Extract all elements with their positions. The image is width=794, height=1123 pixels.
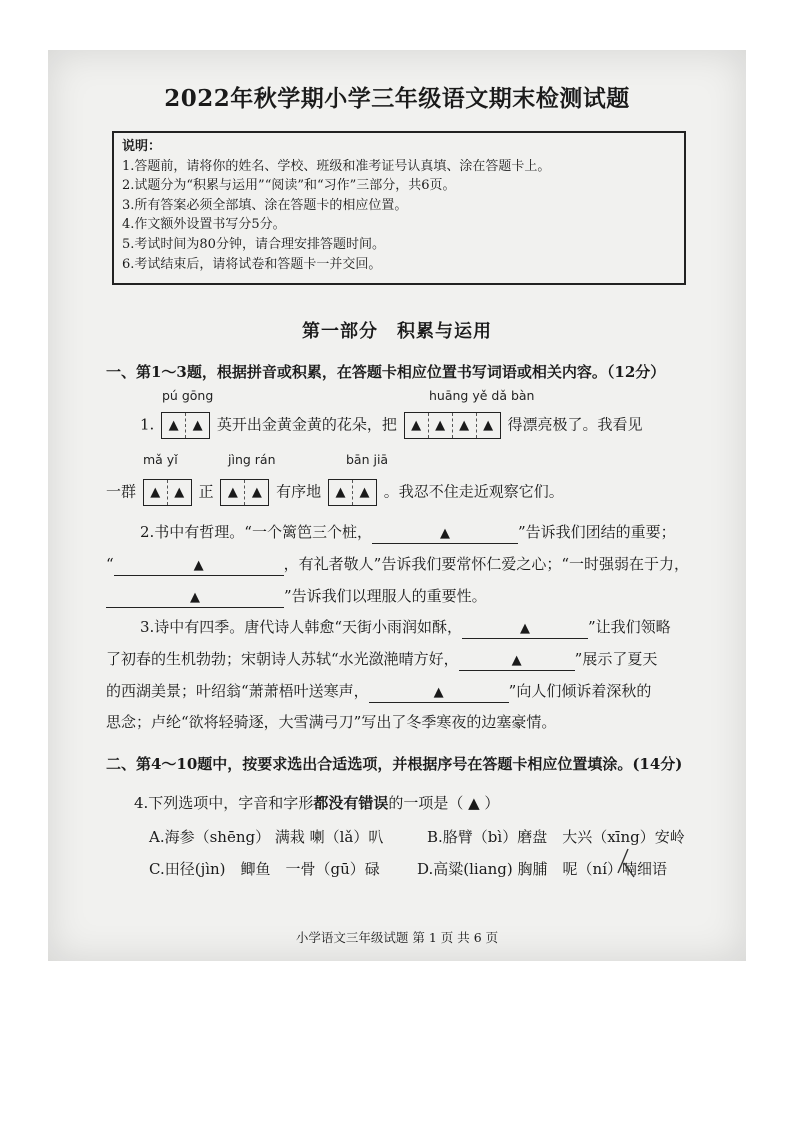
section-one-heading: 一、第1～3题，根据拼音或积累，在答题卡相应位置书写词语或相关内容。（12分） <box>106 363 666 381</box>
q1-text: 英开出金黄金黄的花朵，把 <box>216 415 397 434</box>
instruction-item: 1.答题前，请将你的姓名、学校、班级和准考证号认真填、涂在答题卡上。 <box>122 158 551 174</box>
section-two-heading: 二、第4～10题中，按要求选出合适选项，并根据序号在答题卡相应位置填涂。(14分) <box>106 755 683 773</box>
pinyin-mayi: mǎ yǐ <box>143 452 178 467</box>
pinyin-pugong: pú gōng <box>162 388 214 403</box>
q4-stem-emphasis: 都没有错误 <box>313 794 389 812</box>
answer-boxes-banjia[interactable] <box>328 479 377 506</box>
answer-blank[interactable]: ▲ <box>369 684 509 703</box>
q1-text: 有序地 <box>276 482 322 501</box>
instruction-item: 2.试题分为“积累与运用”“阅读”和“习作”三部分，共6页。 <box>122 178 456 194</box>
instructions-box <box>112 131 686 285</box>
q3-text: 了初春的生机勃勃；宋朝诗人苏轼“水光潋滟晴方好， <box>106 650 459 668</box>
answer-boxes-mayi[interactable] <box>143 479 192 506</box>
answer-blank[interactable]: ▲ <box>106 589 284 608</box>
answer-boxes-pugong[interactable] <box>161 412 210 439</box>
pinyin-jingran: jìng rán <box>228 452 276 467</box>
q4-stem <box>134 792 499 814</box>
part-one-title: 第一部分 积累与运用 <box>302 321 492 342</box>
q4-option-d[interactable]: D.高粱(liang) 胸脯 呢（ní）喃细语 <box>417 860 667 878</box>
q1-text: 。我忍不住走近观察它们。 <box>383 482 564 501</box>
q2-text: “ <box>106 555 114 573</box>
q3-line-2 <box>106 648 657 671</box>
q1-line-1 <box>140 412 642 439</box>
q3-text: 3.诗中有四季。唐代诗人韩愈“天街小雨润如酥， <box>140 618 462 636</box>
answer-cell[interactable]: ▲ <box>405 413 429 438</box>
answer-blank[interactable]: ▲ <box>459 652 575 671</box>
answer-cell[interactable]: ▲ <box>144 480 168 505</box>
exam-title: 2022年秋学期小学三年级语文期末检测试题 <box>164 85 630 112</box>
exam-page <box>48 50 746 961</box>
q4-option-b[interactable]: B.胳臂（bì）磨盘 大兴（xīng）安岭 <box>427 828 685 846</box>
instruction-item: 4.作文额外设置书写分5分。 <box>122 217 286 233</box>
answer-blank[interactable]: ▲ <box>114 557 284 576</box>
page-footer: 小学语文三年级试题 第 1 页 共 6 页 <box>295 930 499 945</box>
answer-blank[interactable]: ▲ <box>462 620 588 639</box>
pinyin-huangyedaban: huāng yě dǎ bàn <box>429 388 535 403</box>
answer-cell[interactable]: ▲ <box>251 484 262 500</box>
q3-text: ”向人们倾诉着深秋的 <box>508 682 652 700</box>
q2-line-2 <box>106 553 689 576</box>
answer-boxes-jingran[interactable] <box>220 479 269 506</box>
instruction-item: 3.所有答案必须全部填、涂在答题卡的相应位置。 <box>122 197 408 213</box>
q3-line-4: 思念；卢纶“欲将轻骑逐，大雪满弓刀”写出了冬季寒夜的边塞豪情。 <box>106 713 557 731</box>
q1-text: 得漂亮极了。我看见 <box>507 415 643 434</box>
q3-text: 的西湖美景；叶绍翁“萧萧梧叶送寒声， <box>106 682 369 700</box>
q3-text: ”展示了夏天 <box>574 650 658 668</box>
handwritten-mark-icon <box>612 843 642 883</box>
q2-text: ”告诉我们团结的重要； <box>517 523 676 541</box>
q2-line-1 <box>140 521 676 544</box>
q1-number: 1. <box>140 415 155 434</box>
instruction-item: 6.考试结束后，请将试卷和答题卡一并交回。 <box>122 256 382 272</box>
answer-blank[interactable]: ▲ <box>372 525 518 544</box>
answer-cell[interactable]: ▲ <box>453 413 477 438</box>
answer-cell[interactable]: ▲ <box>329 480 353 505</box>
answer-cell[interactable]: ▲ <box>221 480 245 505</box>
q4-stem-text: 4.下列选项中，字音和字形 <box>134 794 314 812</box>
q2-text: 2.书中有哲理。“一个篱笆三个桩， <box>140 523 372 541</box>
q4-option-c[interactable]: C.田径(jìn) 鲫鱼 一骨（gū）碌 <box>149 860 380 878</box>
q1-line-2 <box>106 479 564 506</box>
answer-cell[interactable]: ▲ <box>162 413 186 438</box>
answer-cell[interactable]: ▲ <box>174 484 185 500</box>
q1-text: 正 <box>198 482 214 501</box>
q3-line-3 <box>106 680 651 703</box>
answer-cell[interactable]: ▲ <box>359 484 370 500</box>
q2-text: ，有礼者敬人”告诉我们要常怀仁爱之心；“一时强弱在于力， <box>283 555 690 573</box>
answer-cell[interactable]: ▲ <box>192 417 203 433</box>
q2-line-3 <box>106 585 487 608</box>
answer-boxes-huangyedaban[interactable] <box>404 412 501 439</box>
instructions-heading: 说明： <box>122 139 162 154</box>
answer-cell[interactable]: ▲ <box>483 417 494 433</box>
q3-text: ”让我们领略 <box>587 618 671 636</box>
answer-cell[interactable]: ▲ <box>429 413 453 438</box>
pinyin-banjia: bān jiā <box>346 452 389 467</box>
q4-stem-text: 的一项是（ ▲ ） <box>388 794 500 812</box>
q4-option-a[interactable]: A.海参（shēng） 满栽 喇（lǎ）叭 <box>149 828 384 846</box>
q3-line-1 <box>140 616 671 639</box>
instruction-item: 5.考试时间为80分钟，请合理安排答题时间。 <box>122 236 385 252</box>
q1-text: 一群 <box>106 482 137 501</box>
q2-text: ”告诉我们以理服人的重要性。 <box>284 587 487 605</box>
